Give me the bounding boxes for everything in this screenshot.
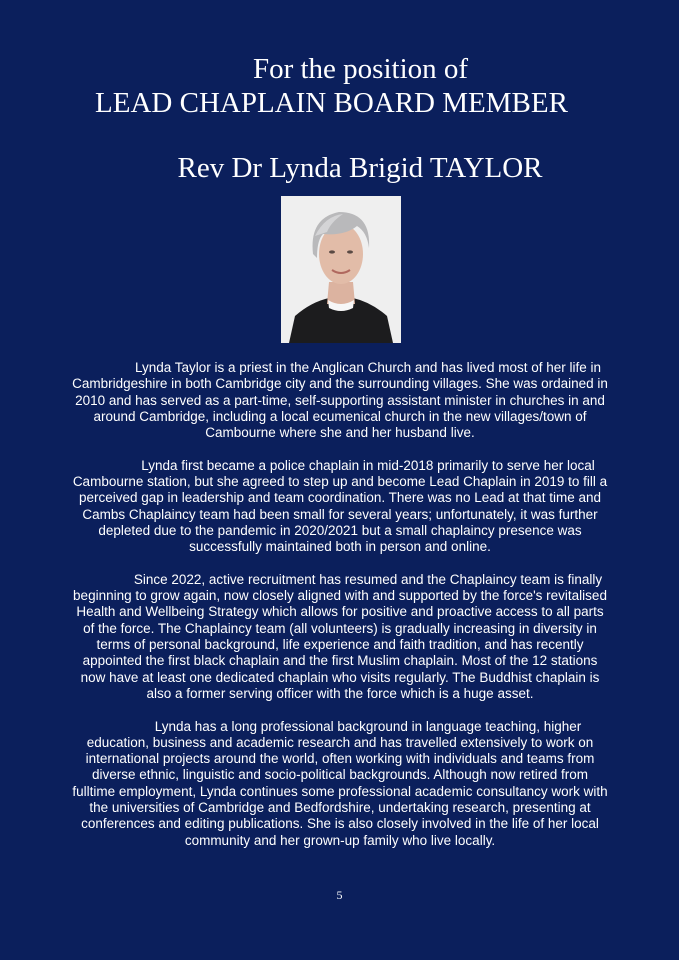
candidate-name: Rev Dr Lynda Brigid TAYLOR [177, 152, 543, 184]
biography-paragraph: Lynda has a long professional background in language teaching, higher education, business and academic research and has travelled extensively to work on international projects around the world, often working with individuals and teams from diverse ethnic, linguistic and socio-political backgrounds. Although now retired from fulltime employment, Lynda continues some professional academic consultancy work with the universities of Cambridge and Bedfordshire, undertaking research, presenting at conferences and editing publications. She is also closely involved in the life of her local community and her grown-up family who live locally. [72, 718, 608, 848]
position-title: LEAD CHAPLAIN BOARD MEMBER [95, 87, 568, 119]
biography-paragraph: Since 2022, active recruitment has resumed and the Chaplaincy team is finally beginning to grow again, now closely aligned with and supported by the force's revitalised Health and Wellbeing Strategy which allows for positive and proactive access to all parts of the force. The Chaplaincy team (all volunteers) is gradually increasing in diversity in terms of personal background, life experience and faith tradition, and has recently appointed the first black chaplain and the first Muslim chaplain. Most of the 12 stations now have at least one dedicated chaplain who visits regularly. The Buddhist chaplain is also a former serving officer with the force which is a huge asset. [73, 571, 607, 701]
page-number: 5 [336, 888, 343, 902]
biography [70, 360, 610, 849]
biography-paragraph: Lynda Taylor is a priest in the Anglican Church and has lived most of her life in Cambridgeshire in both Cambridge city and the surrounding villages. She was ordained in 2010 and has served as a part-time, self-supporting assistant minister in churches in and around Cambridge, including a local ecumenical church in the new villages/town of Cambourne where she and her husband live. [72, 360, 608, 441]
position-intro: For the position of [252, 53, 469, 85]
biography-paragraph: Lynda first became a police chaplain in mid-2018 primarily to serve her local Cambourne station, but she agreed to step up and become Lead Chaplain in 2019 to fill a perceived gap in leadership and team coordination. There was no Lead at that time and Cambs Chaplaincy team had been small for several years; unfortunately, it was further depleted due to the pandemic in 2020/2021 but a small chaplaincy presence was successfully maintained both in person and online. [72, 457, 608, 555]
candidate-photo [281, 196, 401, 343]
